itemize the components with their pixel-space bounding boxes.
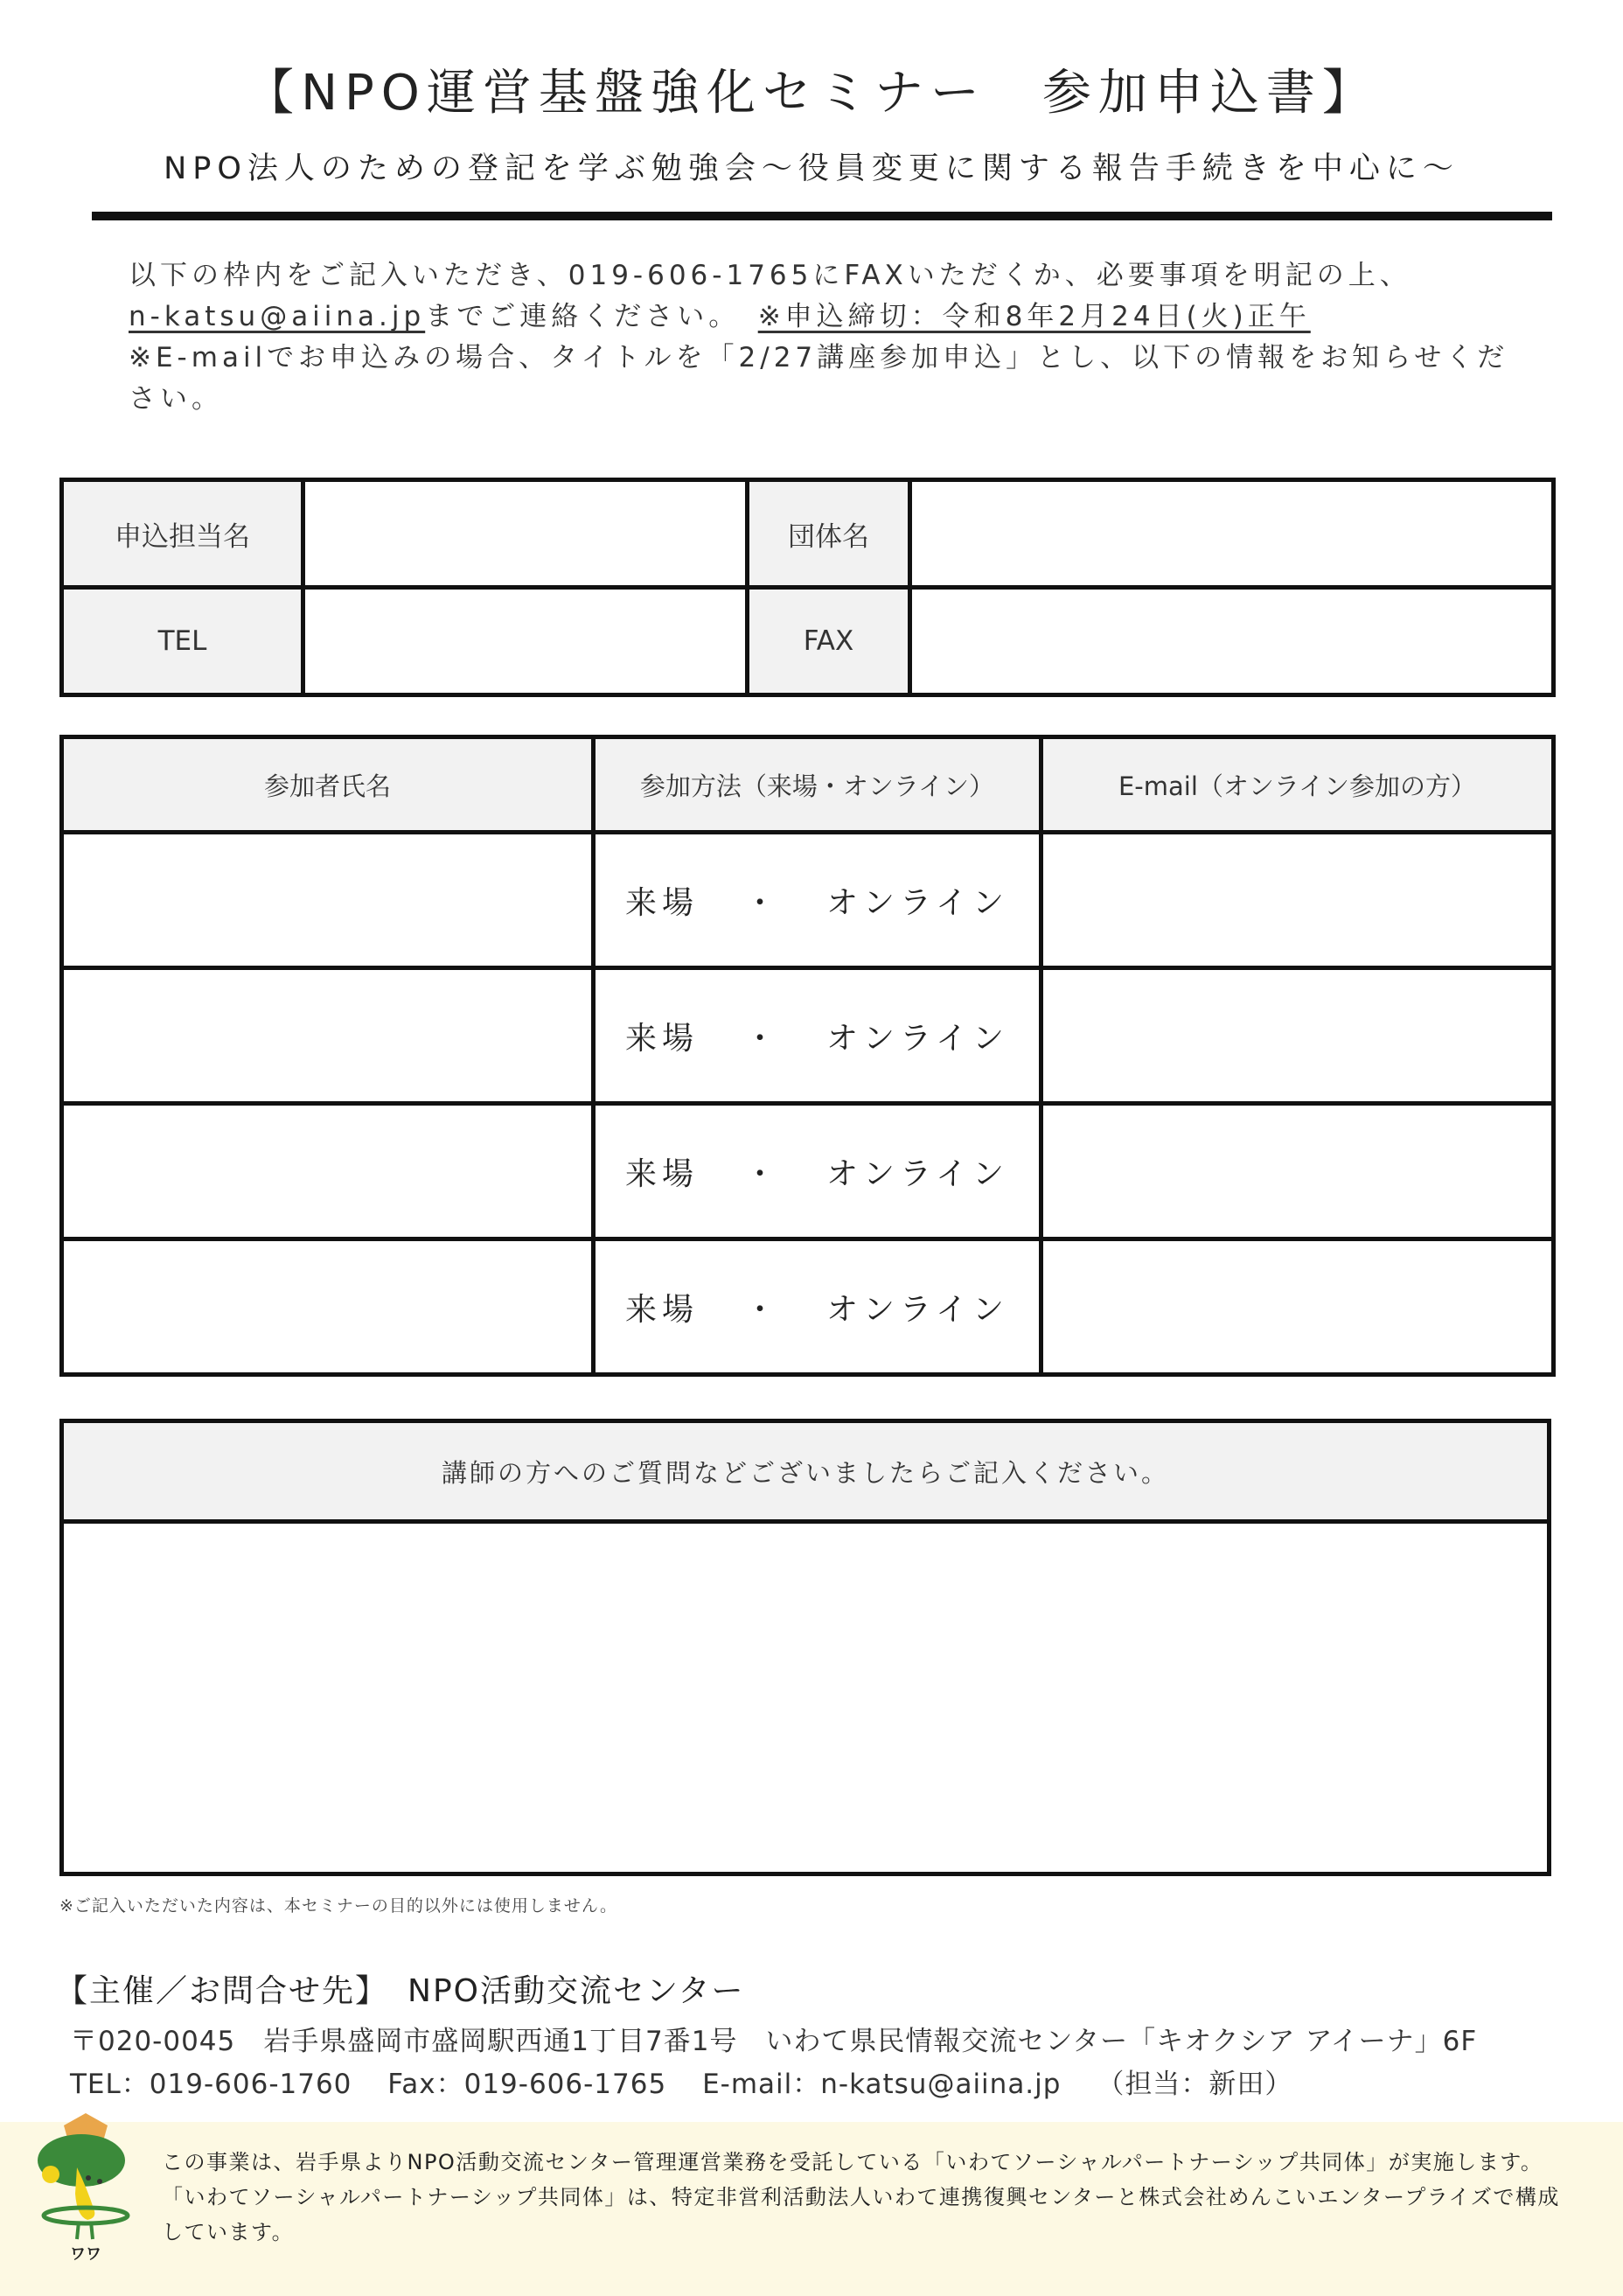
questions-field[interactable] bbox=[62, 1522, 1550, 1874]
participant-email-header: E-mail（オンライン参加の方） bbox=[1041, 737, 1554, 833]
mascot-icon bbox=[33, 2106, 138, 2264]
participation-method-header: 参加方法（来場・オンライン） bbox=[594, 737, 1041, 833]
participant-email-field[interactable] bbox=[1041, 968, 1554, 1104]
org-name-label: 団体名 bbox=[748, 480, 910, 588]
method-separator: ・ bbox=[744, 1020, 782, 1057]
method-venue-option[interactable]: 来場 bbox=[625, 1155, 700, 1192]
participant-name-field[interactable] bbox=[62, 968, 594, 1104]
instructions-line2-text: までご連絡ください。 bbox=[425, 301, 758, 332]
organizer-address: 〒020-0045 岩手県盛岡市盛岡駅西通1丁目7番1号 いわて県民情報交流センター「キオクシア アイーナ」6F bbox=[70, 2026, 1478, 2057]
method-venue-option[interactable]: 来場 bbox=[625, 1020, 700, 1057]
participation-method-choice[interactable] bbox=[594, 968, 1041, 1104]
participation-method-choice[interactable] bbox=[594, 1104, 1041, 1239]
organizer-heading bbox=[56, 1966, 745, 2011]
organizer-person: （担当：新田） bbox=[1097, 2069, 1293, 2100]
instructions bbox=[129, 255, 1528, 420]
method-online-option[interactable]: オンライン bbox=[826, 1020, 1009, 1057]
participant-name-header: 参加者氏名 bbox=[62, 737, 594, 833]
instructions-line3: ※E-mailでお申込みの場合、タイトルを「2/27講座参加申込」とし、以下の情報をお知らせください。 bbox=[129, 342, 1509, 415]
method-separator: ・ bbox=[744, 1291, 782, 1328]
participation-method-choice[interactable] bbox=[594, 833, 1041, 968]
method-separator: ・ bbox=[744, 884, 782, 921]
method-online-option[interactable]: オンライン bbox=[826, 1155, 1009, 1192]
tel-label: TEL bbox=[62, 588, 303, 695]
contact-name-label: 申込担当名 bbox=[62, 480, 303, 588]
tel-field[interactable] bbox=[303, 588, 748, 695]
instructions-line2 bbox=[129, 297, 1528, 338]
method-online-option[interactable]: オンライン bbox=[826, 1291, 1009, 1328]
organizer-name: NPO活動交流センター bbox=[407, 1973, 745, 2009]
email-link[interactable]: n-katsu@aiina.jp bbox=[129, 301, 426, 332]
participant-email-field[interactable] bbox=[1041, 1104, 1554, 1239]
method-venue-option[interactable]: 来場 bbox=[625, 1291, 700, 1328]
questions-table bbox=[59, 1419, 1551, 1876]
fax-label: FAX bbox=[748, 588, 910, 695]
deadline-text: ※申込締切：令和8年2月24日(火)正午 bbox=[757, 301, 1311, 332]
privacy-note: ※ご記入いただいた内容は、本セミナーの目的以外には使用しません。 bbox=[59, 1896, 618, 1916]
participants-table bbox=[59, 735, 1556, 1377]
mascot-label: ワワ bbox=[70, 2245, 101, 2264]
organizer-tel: TEL：019-606-1760 bbox=[70, 2069, 352, 2100]
participant-name-field[interactable] bbox=[62, 833, 594, 968]
footer-text: この事業は、岩手県よりNPO活動交流センター管理運営業務を受託している「いわてソーシャルパートナーシップ共同体」が実施します。「いわてソーシャルパートナーシップ共同体」は、特定非営利活動法人いわて連携復興センターと株式会社めんこいエンタープライズで構成しています。 bbox=[162, 2150, 1560, 2244]
page-subtitle: NPO法人のための登記を学ぶ勉強会～役員変更に関する報告手続きを中心に～ bbox=[164, 151, 1459, 186]
title-divider bbox=[92, 212, 1552, 220]
org-name-field[interactable] bbox=[910, 480, 1554, 588]
organizer-email[interactable]: E-mail：n-katsu@aiina.jp bbox=[702, 2069, 1062, 2100]
method-venue-option[interactable]: 来場 bbox=[625, 884, 700, 921]
organizer-heading-label: 【主催／お問合せ先】 bbox=[56, 1973, 389, 2009]
page-title: 【NPO運営基盤強化セミナー 参加申込書】 bbox=[245, 65, 1378, 122]
participation-method-choice[interactable] bbox=[594, 1239, 1041, 1375]
participant-email-field[interactable] bbox=[1041, 1239, 1554, 1375]
instructions-line1: 以下の枠内をご記入いただき、019-606-1765にFAXいただくか、必要事項を明記の上、 bbox=[129, 260, 1411, 291]
participant-name-field[interactable] bbox=[62, 1104, 594, 1239]
method-online-option[interactable]: オンライン bbox=[826, 884, 1009, 921]
organizer-contact bbox=[70, 2062, 1319, 2101]
fax-field[interactable] bbox=[910, 588, 1554, 695]
participant-name-field[interactable] bbox=[62, 1239, 594, 1375]
questions-prompt: 講師の方へのご質問などございましたらご記入ください。 bbox=[62, 1421, 1550, 1522]
participant-email-field[interactable] bbox=[1041, 833, 1554, 968]
organizer-fax: Fax：019-606-1765 bbox=[387, 2069, 667, 2100]
contact-name-field[interactable] bbox=[303, 480, 748, 588]
method-separator: ・ bbox=[744, 1155, 782, 1192]
applicant-table bbox=[59, 478, 1556, 697]
